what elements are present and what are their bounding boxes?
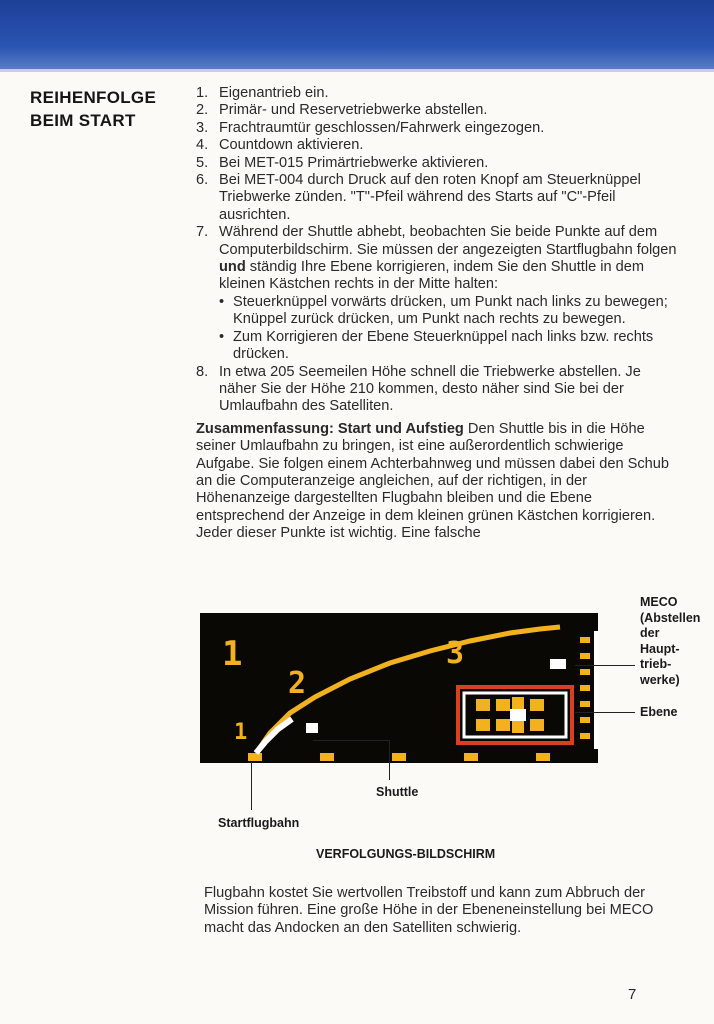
tracking-screen-graphic <box>200 613 598 763</box>
altitude-marker-low: 1 <box>234 720 248 745</box>
meco-bar <box>594 631 598 749</box>
meco-label-line: werke) <box>640 672 680 687</box>
step-text: In etwa 205 Seemeilen Höhe schnell die Triebwerke abstellen. Je näher Sie der Höhe 210 kommen, desto näher sind Sie bei der Umlaufbahn des Satelliten. <box>219 363 641 415</box>
step-text: Eigenantrieb ein. <box>219 85 329 101</box>
step-item <box>196 85 682 102</box>
step-text-emphasis: und <box>219 259 246 276</box>
step-item <box>196 155 682 172</box>
header-band <box>0 0 714 72</box>
shuttle-dot <box>306 723 318 733</box>
step-item <box>196 364 682 416</box>
closing-paragraph: Flugbahn kostet Sie wertvollen Treibstoff und kann zum Abbruch der Mission führen. Eine große Höhe in der Ebeneneinstellung bei MECO macht das Andocken an den Satelliten schwierig. <box>204 885 654 936</box>
step-text: Bei MET-004 durch Druck auf den roten Knopf am Steuerknüppel Triebwerke zünden. "T"-Pfeil während des Starts auf "C"-Pfeil ausrichten. <box>219 172 641 223</box>
step-number: 8. <box>196 363 209 380</box>
step-text-part: ständig Ihre Ebene korrigieren, indem Sie den Shuttle in dem kleinen Kästchen rechts in der Mitte halten: <box>219 259 645 293</box>
ebene-label: Ebene <box>640 705 678 719</box>
summary-paragraph <box>196 421 682 543</box>
bullet-text: Steuerknüppel vorwärts drücken, um Punkt nach links zu bewegen; Knüppel zurück drücken, um Punkt nach rechts zu bewegen. <box>233 293 668 328</box>
summary-text: Den Shuttle bis in die Höhe seiner Umlaufbahn zu bringen, ist eine außerordentlich schwierige Aufgabe. Sie folgen einem Achterbahnweg und müssen dabei den Schub an die Computeranzeige angleichen, auf der richtigen, in der Höhenanzeige dargestellten Flugbahn bleiben und die Ebene entsprechend der Anzeige in dem kleinen grünen Kästchen korrigieren. Jeder dieser Punkte ist wichtig. Eine falsche <box>196 420 670 542</box>
step-number: 7. <box>196 224 209 241</box>
attitude-box <box>458 687 572 743</box>
figure-caption: VERFOLGUNGS-BILDSCHIRM <box>316 847 496 861</box>
altitude-marker-1: 1 <box>222 634 243 674</box>
section-heading <box>30 86 180 132</box>
altitude-ticks <box>248 753 550 761</box>
shuttle-leader-h <box>313 740 390 741</box>
bullet-item <box>219 294 682 329</box>
step-item <box>196 102 682 119</box>
meco-label-line: MECO <box>640 595 678 609</box>
altitude-marker-2: 2 <box>288 666 307 701</box>
step-number: 6. <box>196 172 209 189</box>
tracking-screen <box>200 613 598 763</box>
step-number: 5. <box>196 154 209 171</box>
meco-leader-line <box>575 665 635 666</box>
startflugbahn-label: Startflugbahn <box>218 816 300 830</box>
step-item <box>196 137 682 154</box>
meco-label-line: (Abstellen <box>640 610 701 625</box>
bullet-dot: • <box>219 293 225 310</box>
launch-steps-list <box>196 85 682 416</box>
step-text-part: Während der Shuttle abhebt, beobachten Sie beide Punkte auf dem Computerbildschirm. Sie müssen der angezeigten Startflugbahn folgen <box>219 224 677 258</box>
startflugbahn-leader-line <box>251 762 252 810</box>
step-text: Frachtraumtür geschlossen/Fahrwerk eingezogen. <box>219 119 545 136</box>
meco-marker <box>550 659 566 669</box>
page-number: 7 <box>628 986 637 1003</box>
bullet-text: Zum Korrigieren der Ebene Steuerknüppel nach links bzw. rechts drücken. <box>233 328 654 363</box>
bullet-item <box>219 329 682 364</box>
shuttle-label: Shuttle <box>376 785 419 799</box>
meco-label <box>640 595 700 688</box>
step-number: 1. <box>196 85 209 101</box>
ebene-leader-line <box>575 712 635 713</box>
main-content <box>196 85 682 543</box>
summary-lead: Zusammenfassung: Start und Aufstieg <box>196 420 464 437</box>
bullet-dot: • <box>219 328 225 345</box>
bullet-list <box>219 294 682 364</box>
step-item <box>196 172 682 224</box>
step-text <box>219 224 682 363</box>
step-text: Primär- und Reservetriebwerke abstellen. <box>219 102 488 119</box>
step-number: 4. <box>196 137 209 154</box>
step-number: 2. <box>196 102 209 119</box>
step-text: Countdown aktivieren. <box>219 137 364 154</box>
step-item <box>196 224 682 363</box>
meco-label-line: Haupt- <box>640 641 680 656</box>
step-item <box>196 120 682 137</box>
altitude-marker-3: 3 <box>446 636 465 671</box>
right-scale-ticks <box>580 637 590 739</box>
meco-label-line: der <box>640 626 660 640</box>
flown-trajectory <box>256 719 292 753</box>
step-text: Bei MET-015 Primärtriebwerke aktivieren. <box>219 154 489 171</box>
step-number: 3. <box>196 119 209 136</box>
meco-label-line: trieb- <box>640 657 672 671</box>
heading-line-1: REIHENFOLGE <box>30 88 157 107</box>
heading-line-2: BEIM START <box>30 111 136 130</box>
shuttle-leader-v <box>389 740 390 780</box>
